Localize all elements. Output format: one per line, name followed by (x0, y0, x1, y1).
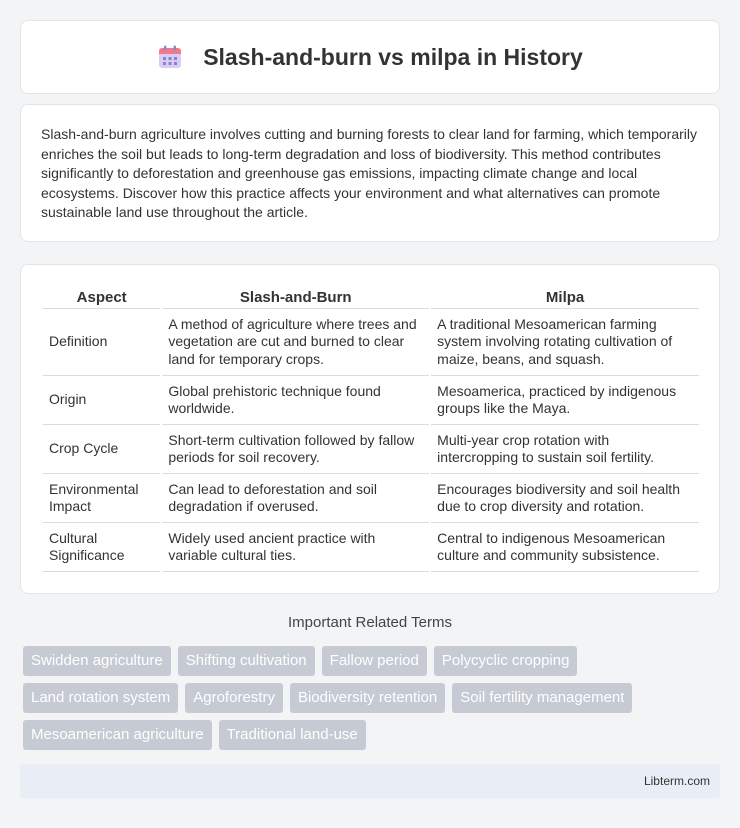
related-term-tag[interactable]: Shifting cultivation (178, 646, 315, 676)
column-header-slash-and-burn: Slash-and-Burn (162, 285, 429, 309)
table-row (43, 474, 699, 523)
page-title: Slash-and-burn vs milpa in History (203, 43, 583, 70)
related-term-tag[interactable]: Biodiversity retention (290, 683, 445, 713)
related-term-tag[interactable]: Soil fertility management (452, 683, 632, 713)
related-terms-list (23, 646, 720, 750)
row-slash-and-burn: A method of agriculture where trees and vegetation are cut and burned to clear land for temporary crops. (162, 309, 429, 376)
row-aspect: Crop Cycle (43, 425, 160, 474)
row-milpa: Encourages biodiversity and soil health due to crop diversity and rotation. (431, 474, 699, 523)
row-aspect: Environmental Impact (43, 474, 160, 523)
related-term-tag[interactable]: Agroforestry (185, 683, 283, 713)
row-milpa: Central to indigenous Mesoamerican culture and community subsistence. (431, 523, 699, 572)
column-header-milpa: Milpa (431, 285, 699, 309)
calendar-icon (157, 44, 183, 70)
intro-card (20, 104, 720, 242)
footer (20, 764, 720, 798)
table-row (43, 425, 699, 474)
column-header-aspect: Aspect (43, 285, 160, 309)
related-term-tag[interactable]: Mesoamerican agriculture (23, 720, 212, 750)
row-slash-and-burn: Short-term cultivation followed by fallow periods for soil recovery. (162, 425, 429, 474)
footer-site-link[interactable]: Libterm.com (643, 774, 710, 788)
table-row (43, 523, 699, 572)
table-header-row (43, 285, 699, 309)
related-term-tag[interactable]: Swidden agriculture (23, 646, 171, 676)
related-term-tag[interactable]: Polycyclic cropping (434, 646, 578, 676)
related-term-tag[interactable]: Fallow period (322, 646, 427, 676)
row-milpa: Multi-year crop rotation with intercropping to sustain soil fertility. (431, 425, 699, 474)
table-row (43, 309, 699, 376)
related-term-tag[interactable]: Traditional land-use (219, 720, 366, 750)
row-milpa: A traditional Mesoamerican farming system involving rotating cultivation of maize, beans, and squash. (431, 309, 699, 376)
row-aspect: Origin (43, 376, 160, 425)
table-row (43, 376, 699, 425)
comparison-table-card (20, 264, 720, 594)
row-aspect: Cultural Significance (43, 523, 160, 572)
related-term-tag[interactable]: Land rotation system (23, 683, 178, 713)
intro-text: Slash-and-burn agriculture involves cutting and burning forests to clear land for farming, which temporarily enriches the soil but leads to long-term degradation and loss of biodiversity. This method contributes significantly to deforestation and greenhouse gas emissions, impacting climate change and local ecosystems. Discover how this practice affects your environment and what alternatives can promote sustainable land use throughout the article. (41, 126, 697, 220)
row-slash-and-burn: Widely used ancient practice with variable cultural ties. (162, 523, 429, 572)
row-slash-and-burn: Can lead to deforestation and soil degradation if overused. (162, 474, 429, 523)
header-card (20, 20, 720, 94)
row-slash-and-burn: Global prehistoric technique found worldwide. (162, 376, 429, 425)
related-terms-title: Important Related Terms (288, 614, 452, 631)
row-aspect: Definition (43, 309, 160, 376)
comparison-table (41, 285, 701, 572)
row-milpa: Mesoamerica, practiced by indigenous groups like the Maya. (431, 376, 699, 425)
